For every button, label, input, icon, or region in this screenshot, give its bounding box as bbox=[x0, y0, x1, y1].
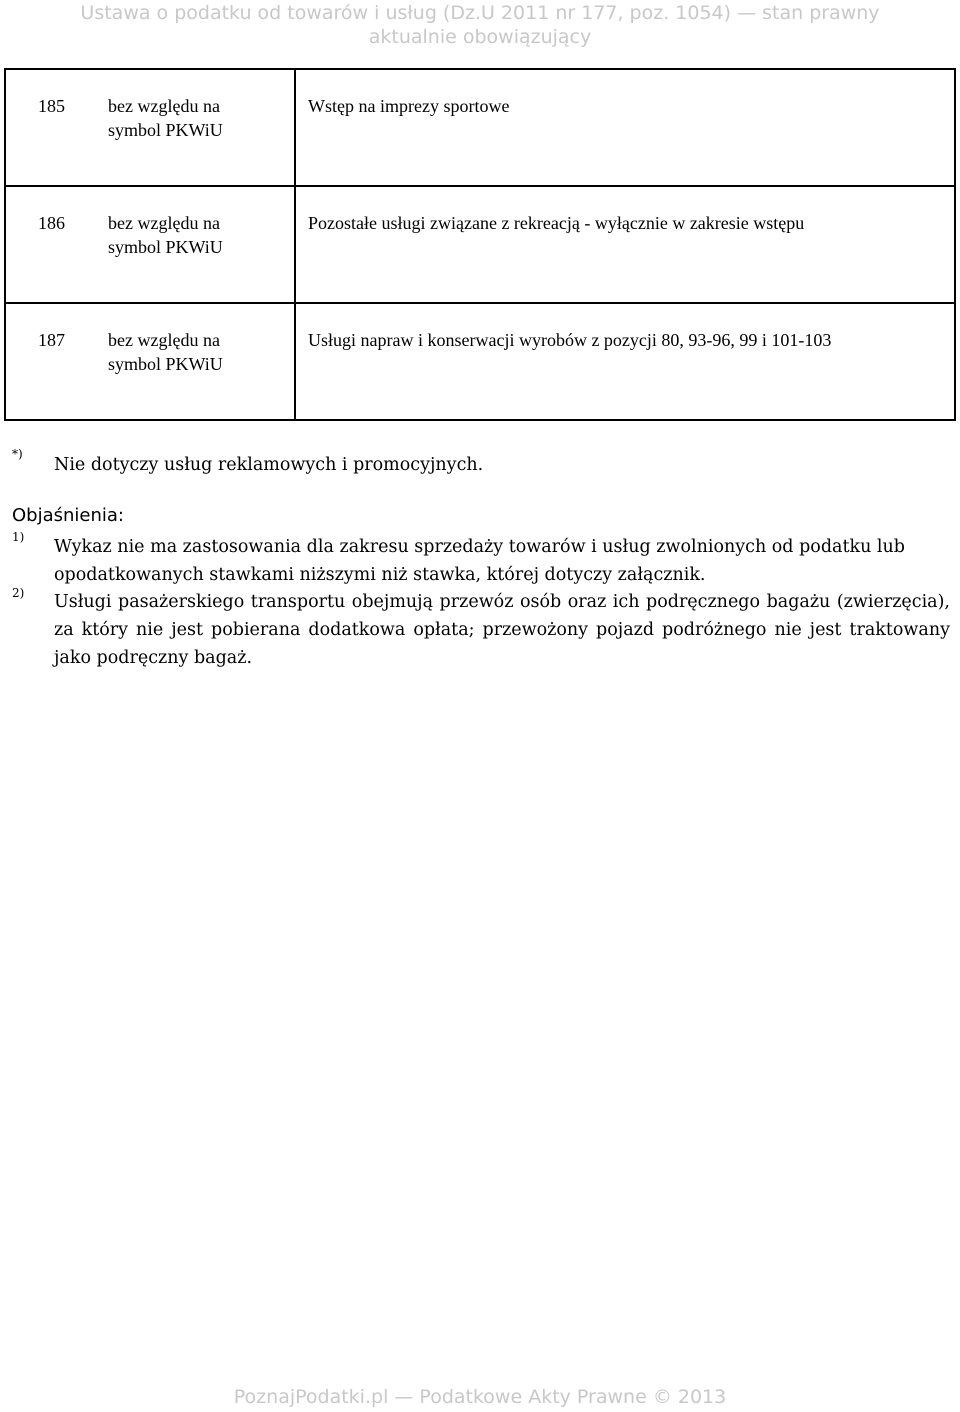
table-cell-description: Wstęp na imprezy sportowe bbox=[295, 69, 955, 186]
table-cell-symbol bbox=[96, 303, 295, 420]
symbol-line: bez względu na bbox=[108, 213, 220, 233]
explanation-marker: 1) bbox=[12, 530, 25, 544]
explanation-text: Usługi pasażerskiego transportu obejmują przewóz osób oraz ich podręcznego bagażu (zwierzęcia), za który nie jest pobierana dodatkowa opłata; przewożony pojazd podróżnego nie jest traktowany jako podręczny bagaż. bbox=[54, 592, 950, 668]
goods-services-table bbox=[4, 68, 956, 421]
table-cell-number: 187 bbox=[5, 303, 96, 420]
table-cell-symbol bbox=[96, 69, 295, 186]
table-row bbox=[5, 186, 955, 303]
explanation-text: Wykaz nie ma zastosowania dla zakresu sprzedaży towarów i usług zwolnionych od podatku lub opodatkowanych stawkami niższymi niż stawka, której dotyczy załącznik. bbox=[54, 537, 905, 585]
header-title-line1: Ustawa o podatku od towarów i usług (Dz.U 2011 nr 177, poz. 1054) — stan prawny bbox=[80, 2, 880, 24]
explanations-title: Objaśnienia: bbox=[12, 505, 124, 526]
table-cell-description: Usługi napraw i konserwacji wyrobów z pozycji 80, 93-96, 99 i 101-103 bbox=[295, 303, 955, 420]
page-footer: PoznajPodatki.pl — Podatkowe Akty Prawne © 2013 bbox=[233, 1386, 727, 1408]
header-title-line2: aktualnie obowiązujący bbox=[368, 26, 592, 48]
symbol-line: symbol PKWiU bbox=[108, 237, 223, 257]
symbol-line: symbol PKWiU bbox=[108, 120, 223, 140]
footnote-marker: *) bbox=[12, 447, 23, 461]
table-cell-number: 185 bbox=[5, 69, 96, 186]
symbol-line: bez względu na bbox=[108, 96, 220, 116]
explanation-marker: 2) bbox=[12, 586, 25, 600]
symbol-line: symbol PKWiU bbox=[108, 354, 223, 374]
table-row bbox=[5, 69, 955, 186]
footnote-text: Nie dotyczy usług reklamowych i promocyjnych. bbox=[54, 455, 484, 475]
table-cell-number: 186 bbox=[5, 186, 96, 303]
table-cell-symbol bbox=[96, 186, 295, 303]
symbol-line: bez względu na bbox=[108, 330, 220, 350]
table-row bbox=[5, 303, 955, 420]
table-cell-description: Pozostałe usługi związane z rekreacją - wyłącznie w zakresie wstępu bbox=[295, 186, 955, 303]
